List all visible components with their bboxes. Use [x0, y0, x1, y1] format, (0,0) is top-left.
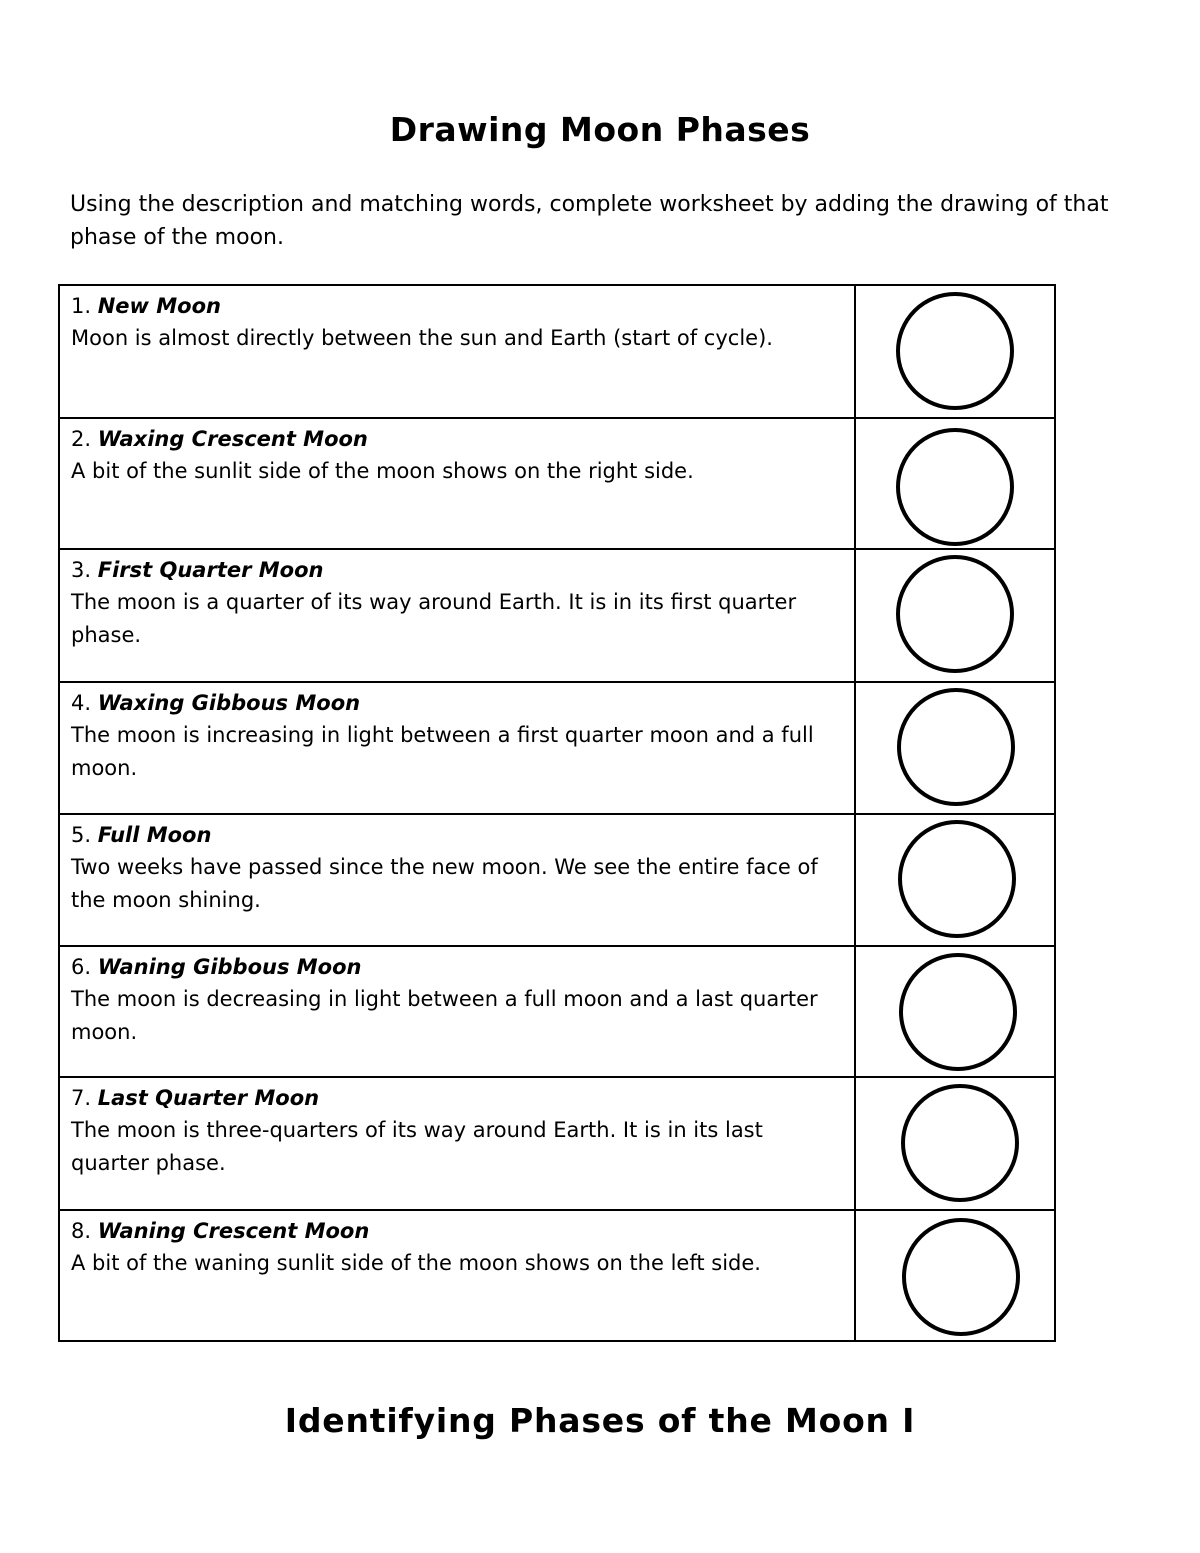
drawing-cell[interactable]: [855, 418, 1055, 549]
phase-name: Full Moon: [97, 823, 212, 847]
drawing-cell[interactable]: [855, 1210, 1055, 1341]
phase-row: [59, 1210, 1055, 1341]
moon-drawing-circle[interactable]: [901, 1084, 1019, 1202]
phase-description-cell: [59, 1210, 855, 1341]
moon-drawing-circle[interactable]: [898, 820, 1016, 938]
phase-description: The moon is increasing in light between a first quarter moon and a full moon.: [71, 723, 814, 780]
phase-description: A bit of the sunlit side of the moon shows on the right side.: [71, 459, 694, 483]
drawing-cell[interactable]: [855, 549, 1055, 682]
phase-description: Two weeks have passed since the new moon. We see the entire face of the moon shining.: [71, 855, 818, 912]
phase-description-cell: [59, 1077, 855, 1210]
phase-number: 3.: [71, 558, 92, 582]
phase-number: 8.: [71, 1219, 92, 1243]
phase-name: Waning Crescent Moon: [97, 1219, 370, 1243]
phase-number: 1.: [71, 294, 92, 318]
moon-drawing-circle[interactable]: [899, 953, 1017, 1071]
drawing-cell[interactable]: [855, 1077, 1055, 1210]
phase-name: First Quarter Moon: [97, 558, 324, 582]
phase-description: A bit of the waning sunlit side of the moon shows on the left side.: [71, 1251, 761, 1275]
phase-description-cell: [59, 418, 855, 549]
instructions-text: Using the description and matching words, complete worksheet by adding the drawing of that phase of the moon.: [70, 192, 1109, 250]
phase-name: Last Quarter Moon: [97, 1086, 320, 1110]
phase-name: Waxing Gibbous Moon: [97, 691, 361, 715]
phase-number: 4.: [71, 691, 92, 715]
moon-drawing-circle[interactable]: [896, 555, 1014, 673]
moon-drawing-circle[interactable]: [896, 428, 1014, 546]
phase-description: Moon is almost directly between the sun and Earth (start of cycle).: [71, 326, 773, 350]
drawing-cell[interactable]: [855, 285, 1055, 418]
phase-row: [59, 549, 1055, 682]
phase-description-cell: [59, 814, 855, 946]
phase-name: Waning Gibbous Moon: [97, 955, 362, 979]
moon-drawing-circle[interactable]: [902, 1218, 1020, 1336]
drawing-cell[interactable]: [855, 814, 1055, 946]
section-title: Identifying Phases of the Moon I: [284, 1401, 916, 1440]
phase-name: New Moon: [97, 294, 221, 318]
worksheet-title: Drawing Moon Phases: [389, 110, 811, 149]
phase-description-cell: [59, 682, 855, 814]
phase-description-cell: [59, 946, 855, 1077]
phase-row: [59, 946, 1055, 1077]
drawing-cell[interactable]: [855, 946, 1055, 1077]
drawing-cell[interactable]: [855, 682, 1055, 814]
phase-row: [59, 682, 1055, 814]
moon-drawing-circle[interactable]: [896, 292, 1014, 410]
phase-row: [59, 418, 1055, 549]
phase-row: [59, 285, 1055, 418]
phase-number: 7.: [71, 1086, 92, 1110]
phase-row: [59, 814, 1055, 946]
moon-drawing-circle[interactable]: [897, 688, 1015, 806]
phase-number: 5.: [71, 823, 92, 847]
phase-name: Waxing Crescent Moon: [97, 427, 368, 451]
phase-description: The moon is three-quarters of its way around Earth. It is in its last quarter phase.: [71, 1118, 763, 1175]
phase-row: [59, 1077, 1055, 1210]
phase-number: 6.: [71, 955, 92, 979]
phase-number: 2.: [71, 427, 92, 451]
phase-description-cell: [59, 285, 855, 418]
moon-phase-table: [58, 284, 1056, 1342]
phase-description: The moon is decreasing in light between a full moon and a last quarter moon.: [71, 987, 818, 1044]
phase-description: The moon is a quarter of its way around Earth. It is in its first quarter phase.: [71, 590, 797, 647]
phase-description-cell: [59, 549, 855, 682]
